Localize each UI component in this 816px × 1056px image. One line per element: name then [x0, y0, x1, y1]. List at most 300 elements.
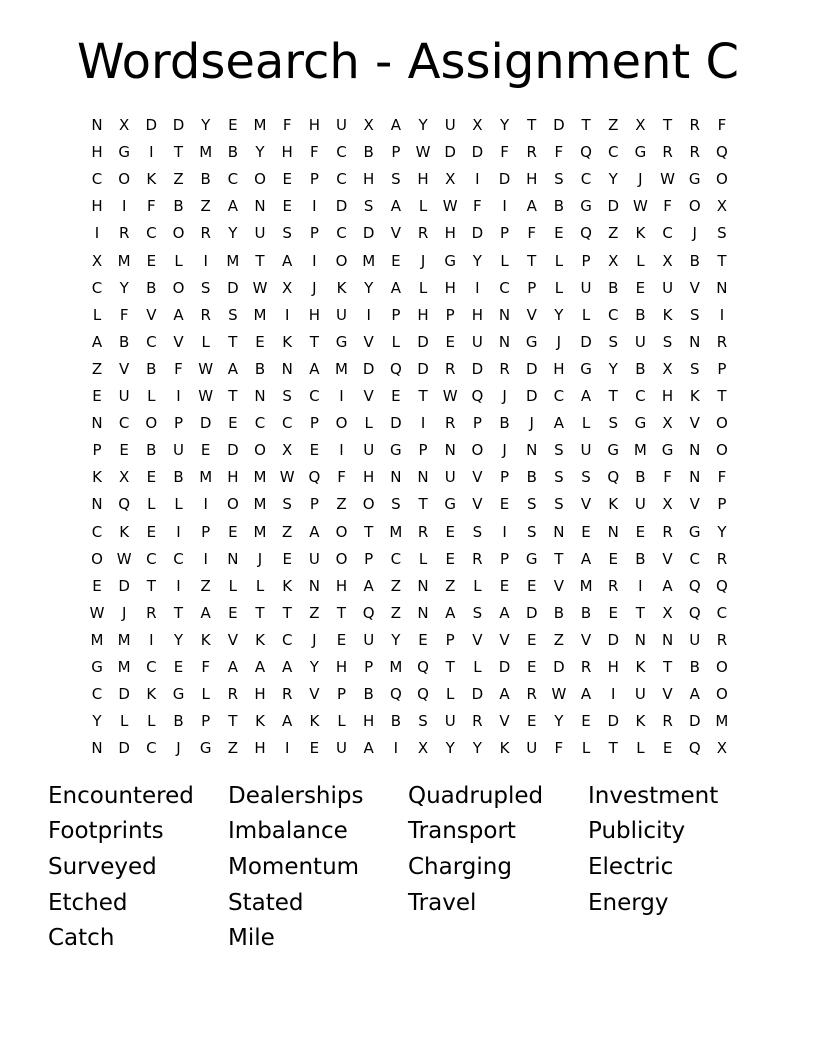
grid-letter: K — [282, 332, 293, 351]
grid-letter: X — [472, 116, 483, 134]
grid-letter: I — [638, 576, 643, 595]
grid-letter: H — [417, 305, 429, 324]
grid-letter: S — [717, 224, 727, 243]
grid-letter: R — [281, 685, 293, 704]
grid-letter: Y — [472, 739, 482, 758]
grid-letter: T — [662, 658, 673, 676]
grid-letter: E — [608, 603, 618, 622]
grid-letter: F — [554, 739, 564, 758]
grid-letter: D — [471, 359, 484, 378]
grid-letter: B — [689, 251, 700, 270]
grid-letter: O — [688, 197, 701, 216]
grid-letter: X — [635, 116, 646, 134]
grid-letter: C — [607, 305, 619, 324]
grid-letter: L — [446, 685, 455, 704]
grid-letter: D — [390, 414, 402, 433]
grid-letter: H — [363, 468, 375, 487]
grid-letter: N — [254, 197, 266, 216]
grid-letter: H — [444, 224, 456, 243]
grid-letter: N — [91, 414, 103, 433]
grid-letter: H — [607, 658, 619, 676]
grid-letter: J — [312, 630, 317, 649]
grid-letter: P — [418, 441, 428, 460]
grid-letter: D — [525, 387, 538, 405]
grid-letter: T — [173, 143, 184, 162]
grid-letter: D — [688, 712, 701, 731]
word-list-item: Energy — [588, 890, 669, 916]
grid-letter: Q — [471, 387, 484, 405]
grid-letter: H — [363, 712, 375, 731]
grid-letter: M — [253, 495, 267, 514]
grid-letter: I — [176, 522, 181, 541]
grid-letter: A — [662, 576, 673, 595]
grid-letter: G — [688, 170, 701, 189]
grid-letter: L — [581, 414, 591, 433]
grid-letter: K — [608, 495, 619, 514]
grid-letter: H — [308, 305, 320, 324]
grid-letter: W — [279, 468, 295, 487]
grid-letter: G — [634, 414, 647, 433]
grid-letter: A — [390, 278, 401, 297]
grid-letter: L — [119, 712, 129, 731]
grid-letter: A — [526, 197, 537, 216]
grid-letter: A — [282, 712, 293, 731]
grid-letter: L — [337, 712, 346, 731]
grid-letter: P — [309, 495, 319, 514]
grid-letter: X — [119, 116, 130, 134]
grid-letter: L — [636, 251, 645, 270]
word-list-item: Stated — [228, 890, 304, 916]
grid-letter: F — [473, 197, 482, 216]
word-list-item: Publicity — [588, 818, 686, 844]
grid-letter: C — [227, 170, 239, 189]
grid-letter: U — [336, 739, 347, 758]
grid-letter: D — [525, 603, 538, 622]
grid-letter: K — [146, 685, 157, 704]
grid-letter: V — [363, 387, 374, 405]
grid-letter: Z — [445, 576, 456, 595]
grid-letter: G — [607, 441, 620, 460]
grid-letter: D — [145, 116, 158, 134]
grid-letter: I — [149, 630, 154, 649]
grid-letter: U — [526, 739, 538, 758]
grid-letter: D — [498, 658, 511, 676]
grid-letter: D — [118, 739, 130, 758]
grid-letter: G — [525, 332, 538, 351]
grid-letter: D — [362, 359, 375, 378]
grid-letter: Y — [608, 359, 618, 378]
grid-letter: N — [91, 495, 103, 514]
grid-letter: T — [309, 332, 319, 351]
grid-letter: E — [445, 522, 455, 541]
grid-letter: P — [92, 441, 102, 460]
grid-letter: D — [227, 441, 239, 460]
grid-letter: U — [662, 278, 674, 297]
grid-letter: S — [228, 305, 238, 324]
grid-letter: U — [363, 441, 375, 460]
grid-letter: B — [580, 603, 592, 622]
grid-letter: Q — [607, 468, 620, 487]
grid-letter: D — [553, 116, 565, 134]
grid-letter: A — [499, 685, 510, 704]
grid-letter: U — [308, 549, 320, 568]
grid-letter: O — [362, 495, 375, 514]
grid-letter: A — [254, 658, 266, 676]
grid-letter: A — [390, 116, 401, 134]
grid-letter: P — [581, 251, 591, 270]
grid-letter: G — [634, 143, 647, 162]
grid-letter: E — [526, 712, 537, 731]
grid-letter: T — [418, 387, 428, 405]
grid-letter: R — [662, 522, 673, 541]
grid-letter: W — [198, 359, 214, 378]
grid-letter: A — [227, 359, 238, 378]
grid-letter: M — [389, 658, 403, 676]
grid-letter: O — [172, 278, 185, 297]
grid-letter: K — [200, 630, 211, 649]
word-list-item: Imbalance — [228, 818, 348, 844]
grid-letter: R — [472, 549, 483, 568]
grid-letter: C — [173, 549, 184, 568]
grid-letter: Q — [716, 143, 728, 162]
word-list-item: Travel — [408, 890, 477, 916]
grid-letter: K — [119, 522, 130, 541]
grid-letter: V — [472, 495, 483, 514]
word-list-item: Quadrupled — [408, 783, 544, 809]
grid-letter: T — [228, 712, 238, 731]
grid-letter: C — [281, 630, 293, 649]
grid-letter: M — [253, 116, 267, 134]
grid-letter: A — [173, 305, 184, 324]
page-title: Wordsearch - Assignment C — [76, 34, 740, 90]
grid-letter: V — [227, 630, 238, 649]
grid-letter: J — [529, 414, 534, 433]
grid-letter: E — [554, 224, 564, 243]
grid-letter: F — [663, 468, 672, 487]
grid-letter: P — [309, 224, 319, 243]
grid-letter: P — [717, 359, 727, 378]
grid-letter: P — [717, 495, 727, 514]
grid-letter: I — [366, 305, 371, 324]
grid-letter: Q — [118, 495, 131, 514]
grid-letter: M — [90, 630, 104, 649]
grid-letter: F — [310, 143, 319, 162]
grid-letter: T — [608, 739, 618, 758]
grid-letter: S — [391, 170, 401, 189]
grid-letter: G — [444, 495, 457, 514]
grid-letter: T — [445, 658, 455, 676]
grid-letter: S — [554, 441, 564, 460]
grid-letter: L — [581, 305, 591, 324]
grid-letter: K — [92, 468, 102, 487]
grid-letter: K — [146, 170, 157, 189]
grid-letter: P — [391, 305, 401, 324]
grid-letter: F — [527, 224, 537, 243]
grid-letter: V — [146, 305, 157, 324]
grid-letter: L — [147, 387, 156, 405]
grid-letter: E — [146, 251, 157, 270]
grid-letter: I — [475, 170, 480, 189]
grid-letter: R — [716, 332, 728, 351]
grid-letter: C — [336, 143, 347, 162]
grid-letter: C — [716, 603, 728, 622]
grid-letter: C — [91, 278, 103, 297]
grid-letter: T — [635, 603, 645, 622]
grid-letter: Y — [255, 143, 265, 162]
grid-letter: S — [526, 522, 537, 541]
grid-letter: N — [689, 332, 701, 351]
grid-letter: V — [499, 712, 510, 731]
grid-letter: W — [198, 387, 214, 405]
grid-letter: N — [417, 576, 429, 595]
grid-letter: E — [228, 522, 238, 541]
grid-letter: S — [689, 359, 700, 378]
grid-letter: M — [253, 522, 267, 541]
grid-letter: C — [146, 658, 157, 676]
grid-letter: J — [502, 441, 507, 460]
grid-letter: Z — [390, 576, 401, 595]
grid-letter: W — [442, 197, 458, 216]
grid-letter: H — [363, 170, 375, 189]
grid-letter: O — [471, 441, 484, 460]
grid-letter: I — [312, 197, 317, 216]
grid-letter: H — [444, 278, 456, 297]
grid-letter: A — [553, 414, 564, 433]
grid-letter: X — [662, 251, 673, 270]
grid-letter: U — [634, 332, 646, 351]
grid-letter: B — [363, 143, 374, 162]
grid-letter: O — [335, 522, 348, 541]
grid-letter: U — [580, 278, 592, 297]
grid-letter: N — [689, 441, 701, 460]
grid-letter: E — [228, 603, 238, 622]
grid-letter: T — [662, 116, 673, 134]
grid-letter: S — [581, 468, 591, 487]
grid-letter: L — [473, 576, 482, 595]
grid-letter: H — [281, 143, 293, 162]
grid-letter: R — [716, 630, 728, 649]
grid-letter: X — [282, 278, 293, 297]
grid-letter: C — [146, 224, 157, 243]
grid-letter: P — [500, 224, 510, 243]
grid-letter: U — [336, 305, 347, 324]
grid-letter: E — [526, 658, 537, 676]
grid-letter: D — [471, 685, 484, 704]
grid-letter: N — [281, 359, 293, 378]
grid-letter: E — [146, 468, 157, 487]
grid-letter: U — [363, 630, 375, 649]
grid-letter: Q — [580, 224, 592, 243]
grid-letter: S — [472, 522, 483, 541]
grid-letter: T — [173, 603, 184, 622]
grid-letter: U — [444, 712, 456, 731]
grid-letter: Q — [389, 359, 402, 378]
grid-letter: Y — [173, 630, 184, 649]
grid-letter: L — [581, 739, 591, 758]
grid-letter: Q — [308, 468, 321, 487]
grid-letter: Z — [336, 495, 347, 514]
grid-letter: Y — [364, 278, 374, 297]
grid-letter: B — [146, 441, 157, 460]
grid-letter: C — [689, 549, 700, 568]
grid-letter: B — [635, 468, 646, 487]
word-list-item: Etched — [48, 890, 128, 916]
grid-letter: N — [498, 305, 511, 324]
grid-letter: D — [335, 197, 348, 216]
grid-letter: P — [201, 712, 211, 731]
grid-letter: G — [580, 359, 592, 378]
grid-letter: O — [254, 441, 266, 460]
grid-letter: U — [471, 332, 483, 351]
grid-letter: R — [716, 549, 728, 568]
grid-letter: D — [471, 224, 484, 243]
grid-letter: P — [472, 414, 482, 433]
grid-letter: L — [147, 712, 156, 731]
grid-letter: W — [442, 387, 458, 405]
grid-letter: S — [662, 332, 673, 351]
grid-letter: X — [445, 170, 456, 189]
grid-letter: L — [554, 278, 564, 297]
grid-letter: W — [116, 549, 132, 568]
grid-letter: E — [228, 116, 238, 134]
grid-letter: C — [118, 414, 130, 433]
grid-letter: R — [444, 414, 456, 433]
grid-letter: G — [580, 197, 592, 216]
grid-letter: R — [499, 359, 510, 378]
grid-letter: S — [689, 305, 700, 324]
grid-letter: R — [689, 143, 700, 162]
grid-letter: Y — [472, 251, 482, 270]
grid-letter: X — [716, 197, 728, 216]
grid-letter: Z — [608, 224, 619, 243]
grid-letter: P — [309, 170, 319, 189]
grid-letter: L — [228, 576, 238, 595]
grid-letter: J — [502, 387, 507, 405]
grid-letter: P — [500, 549, 510, 568]
grid-letter: E — [282, 170, 292, 189]
grid-letter: N — [634, 630, 646, 649]
grid-letter: I — [339, 441, 344, 460]
grid-letter: Y — [391, 630, 401, 649]
grid-letter: F — [147, 197, 156, 216]
grid-letter: G — [91, 658, 103, 676]
grid-letter: S — [282, 387, 292, 405]
grid-letter: S — [554, 495, 564, 514]
grid-letter: T — [717, 387, 727, 405]
grid-letter: T — [527, 251, 537, 270]
grid-letter: J — [257, 549, 263, 568]
grid-letter: Y — [228, 224, 238, 243]
grid-letter: A — [445, 603, 456, 622]
grid-letter: B — [635, 305, 646, 324]
grid-letter: N — [607, 522, 619, 541]
grid-letter: N — [716, 278, 728, 297]
grid-letter: A — [580, 387, 592, 405]
grid-letter: V — [499, 630, 510, 649]
grid-letter: B — [146, 278, 157, 297]
grid-letter: H — [526, 170, 538, 189]
word-list-item: Transport — [408, 818, 516, 844]
grid-letter: L — [174, 251, 183, 270]
grid-letter: V — [689, 495, 700, 514]
grid-letter: T — [228, 387, 238, 405]
grid-letter: O — [145, 414, 158, 433]
grid-letter: M — [253, 468, 267, 487]
grid-letter: Z — [553, 630, 565, 649]
grid-letter: G — [444, 251, 457, 270]
grid-letter: S — [554, 468, 564, 487]
grid-letter: X — [417, 739, 429, 758]
grid-letter: I — [284, 305, 290, 324]
grid-letter: N — [689, 468, 701, 487]
grid-letter: D — [227, 278, 239, 297]
grid-letter: X — [282, 441, 293, 460]
grid-letter: I — [149, 143, 154, 162]
grid-letter: U — [634, 495, 646, 514]
grid-letter: S — [391, 495, 401, 514]
grid-letter: P — [336, 685, 347, 704]
grid-letter: H — [471, 305, 484, 324]
grid-letter: D — [525, 359, 538, 378]
grid-letter: U — [634, 685, 646, 704]
grid-letter: I — [393, 739, 399, 758]
grid-letter: G — [199, 739, 212, 758]
grid-letter: B — [254, 359, 266, 378]
grid-letter: L — [418, 278, 428, 297]
word-list-item: Surveyed — [48, 854, 157, 880]
grid-letter: C — [146, 549, 157, 568]
grid-letter: E — [445, 549, 455, 568]
grid-letter: V — [689, 414, 700, 433]
grid-letter: B — [146, 359, 157, 378]
grid-letter: C — [390, 549, 402, 568]
grid-letter: F — [554, 143, 564, 162]
grid-letter: V — [662, 685, 673, 704]
grid-letter: B — [689, 658, 700, 676]
grid-letter: H — [91, 143, 103, 162]
grid-letter: I — [284, 739, 290, 758]
grid-letter: E — [526, 630, 537, 649]
grid-letter: P — [364, 658, 374, 676]
grid-letter: K — [282, 576, 293, 595]
grid-letter: Y — [418, 116, 428, 134]
grid-letter: L — [418, 197, 428, 216]
grid-letter: D — [471, 143, 484, 162]
grid-letter: B — [499, 414, 510, 433]
grid-letter: P — [445, 305, 455, 324]
grid-letter: Q — [417, 685, 429, 704]
grid-letter: F — [282, 116, 292, 134]
grid-letter: Z — [91, 359, 103, 378]
grid-letter: T — [527, 116, 537, 134]
grid-letter: V — [173, 332, 184, 351]
grid-letter: W — [632, 197, 648, 216]
grid-letter: R — [689, 116, 700, 134]
word-list-item: Momentum — [228, 854, 360, 880]
grid-letter: Q — [362, 603, 375, 622]
grid-letter: Y — [201, 116, 211, 134]
grid-letter: N — [498, 332, 511, 351]
grid-letter: P — [173, 414, 184, 433]
grid-letter: I — [420, 414, 426, 433]
grid-letter: O — [335, 251, 348, 270]
grid-letter: X — [363, 116, 374, 134]
word-list-item: Investment — [588, 783, 719, 809]
grid-letter: H — [254, 739, 266, 758]
grid-letter: R — [417, 224, 429, 243]
grid-letter: K — [336, 278, 347, 297]
grid-letter: Y — [608, 170, 618, 189]
